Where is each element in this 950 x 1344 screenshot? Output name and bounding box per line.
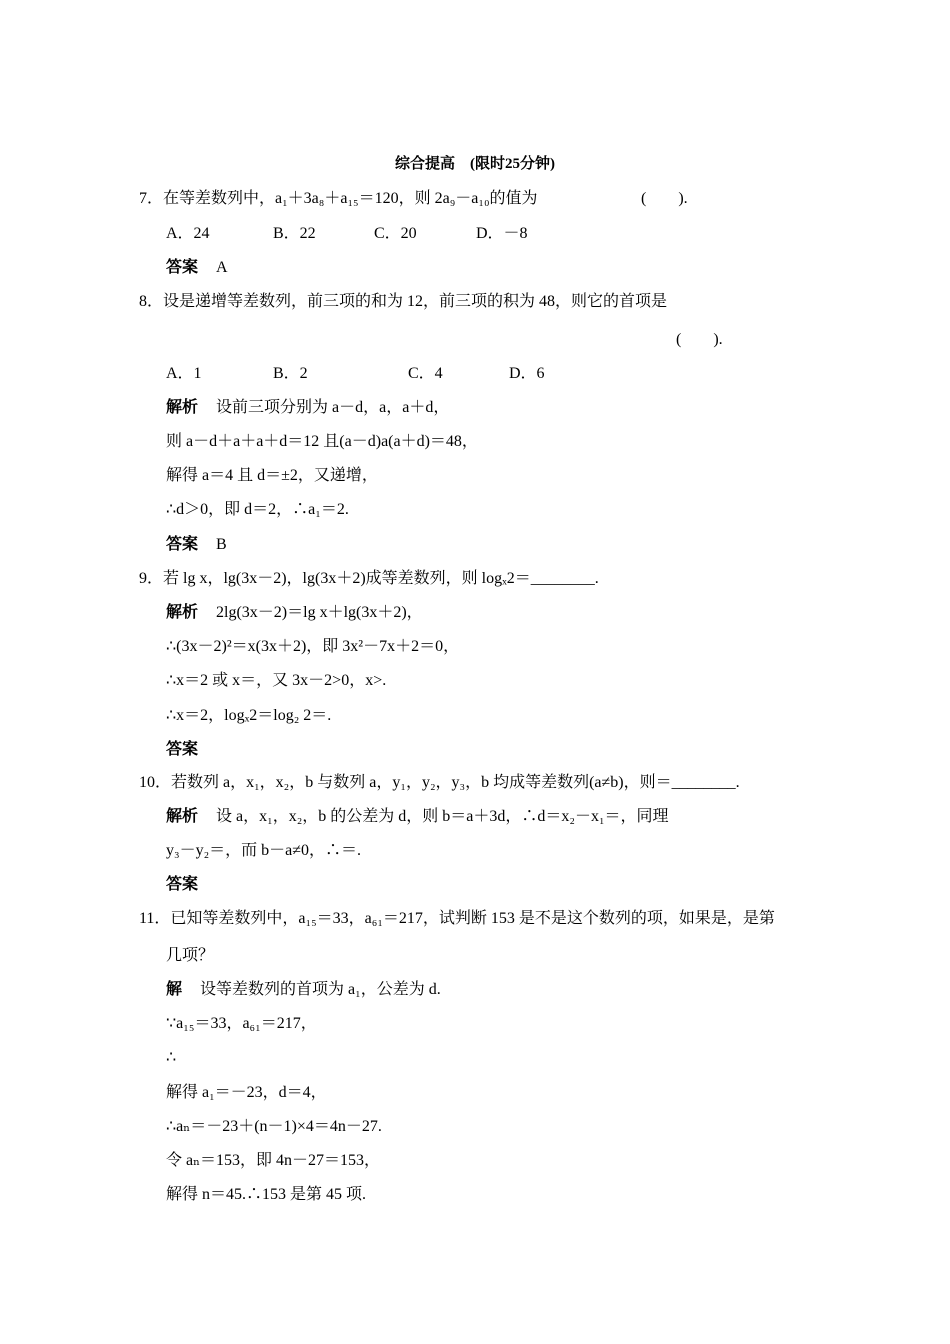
q8-analysis-line-4: ∴d＞0，即 d＝2，∴a₁＝2. bbox=[166, 501, 349, 518]
answer-value: A bbox=[216, 259, 228, 276]
analysis-label: 解析 bbox=[166, 399, 199, 416]
q7-paren: ( ). bbox=[641, 190, 688, 207]
answer-value: B bbox=[216, 536, 227, 553]
q8-analysis-line-3: 解得 a＝4 且 d＝±2，又递增， bbox=[166, 467, 378, 484]
q8-option-c: C．4 bbox=[408, 365, 443, 382]
solution-label: 解 bbox=[166, 981, 183, 998]
q9-analysis-line-1 bbox=[166, 603, 423, 623]
q7-stem: 7．在等差数列中，a₁＋3a₈＋a₁₅＝120，则 2a₉－a₁₀的值为 bbox=[139, 190, 538, 207]
answer-label: 答案 bbox=[166, 259, 199, 276]
q11-solution-line-7: 解得 n＝45.∴153 是第 45 项. bbox=[166, 1186, 367, 1203]
q11-solution-line-1 bbox=[166, 980, 441, 1000]
q7-option-c: C．20 bbox=[374, 225, 417, 242]
q8-analysis-line-1 bbox=[166, 398, 449, 418]
q9-answer-label: 答案 bbox=[166, 741, 199, 758]
q8-stem: 8．设是递增等差数列，前三项的和为 12，前三项的积为 48，则它的首项是 bbox=[139, 293, 668, 310]
q11-solution-line-5: ∴aₙ＝－23＋(n－1)×4＝4n－27. bbox=[166, 1118, 382, 1135]
q7-option-d: D．－8 bbox=[476, 225, 528, 242]
q11-solution-line-3: ∴ bbox=[166, 1049, 177, 1066]
q8-option-d: D．6 bbox=[509, 365, 545, 382]
q9-analysis-line-2: ∴(3x－2)²＝x(3x＋2)，即 3x²－7x＋2＝0， bbox=[166, 638, 460, 655]
q8-paren: ( ). bbox=[676, 331, 723, 348]
q11-stem-line-1: 11．已知等差数列中，a₁₅＝33，a₆₁＝217，试判断 153 是不是这个数列的项，如果是，是第 bbox=[139, 910, 775, 927]
q8-option-a: A．1 bbox=[166, 365, 202, 382]
q9-analysis-line-4: ∴x＝2，logₓ2＝log₂ 2＝. bbox=[166, 707, 332, 724]
analysis-text: 设 a，x₁，x₂，b 的公差为 d，则 b＝a＋3d，∴d＝x₂－x₁＝，同理 bbox=[216, 808, 669, 825]
q7-option-a: A．24 bbox=[166, 225, 210, 242]
q9-analysis-line-3: ∴x＝2 或 x＝，又 3x－2>0，x>. bbox=[166, 672, 387, 689]
q8-option-b: B．2 bbox=[273, 365, 308, 382]
q11-solution-line-6: 令 aₙ＝153，即 4n－27＝153， bbox=[166, 1152, 381, 1169]
q11-solution-line-2: ∵a₁₅＝33，a₆₁＝217， bbox=[166, 1015, 317, 1032]
q10-answer-label: 答案 bbox=[166, 876, 199, 893]
analysis-text: 设前三项分别为 a－d，a，a＋d， bbox=[216, 399, 450, 416]
solution-text: 设等差数列的首项为 a₁，公差为 d. bbox=[200, 981, 441, 998]
q10-analysis-line-2: y₃－y₂＝，而 b－a≠0，∴＝. bbox=[166, 842, 362, 859]
q8-answer bbox=[166, 535, 227, 555]
q7-answer bbox=[166, 258, 228, 278]
section-title: 综合提高 (限时25分钟) bbox=[395, 156, 555, 172]
answer-label: 答案 bbox=[166, 536, 199, 553]
q10-stem: 10．若数列 a，x₁，x₂，b 与数列 a，y₁，y₂，y₃，b 均成等差数列(a≠b)，则＝________. bbox=[139, 774, 740, 791]
analysis-text: 2lg(3x－2)＝lg x＋lg(3x＋2)， bbox=[216, 604, 423, 621]
q10-analysis-line-1 bbox=[166, 807, 669, 827]
q11-solution-line-4: 解得 a₁＝－23，d＝4， bbox=[166, 1084, 327, 1101]
q7-option-b: B．22 bbox=[273, 225, 316, 242]
q11-stem-line-2: 几项？ bbox=[166, 947, 215, 964]
q8-analysis-line-2: 则 a－d＋a＋a＋d＝12 且(a－d)a(a＋d)＝48， bbox=[166, 433, 478, 450]
analysis-label: 解析 bbox=[166, 604, 199, 621]
analysis-label: 解析 bbox=[166, 808, 199, 825]
q9-stem: 9．若 lg x，lg(3x－2)，lg(3x＋2)成等差数列，则 logₓ2＝________. bbox=[139, 570, 599, 587]
